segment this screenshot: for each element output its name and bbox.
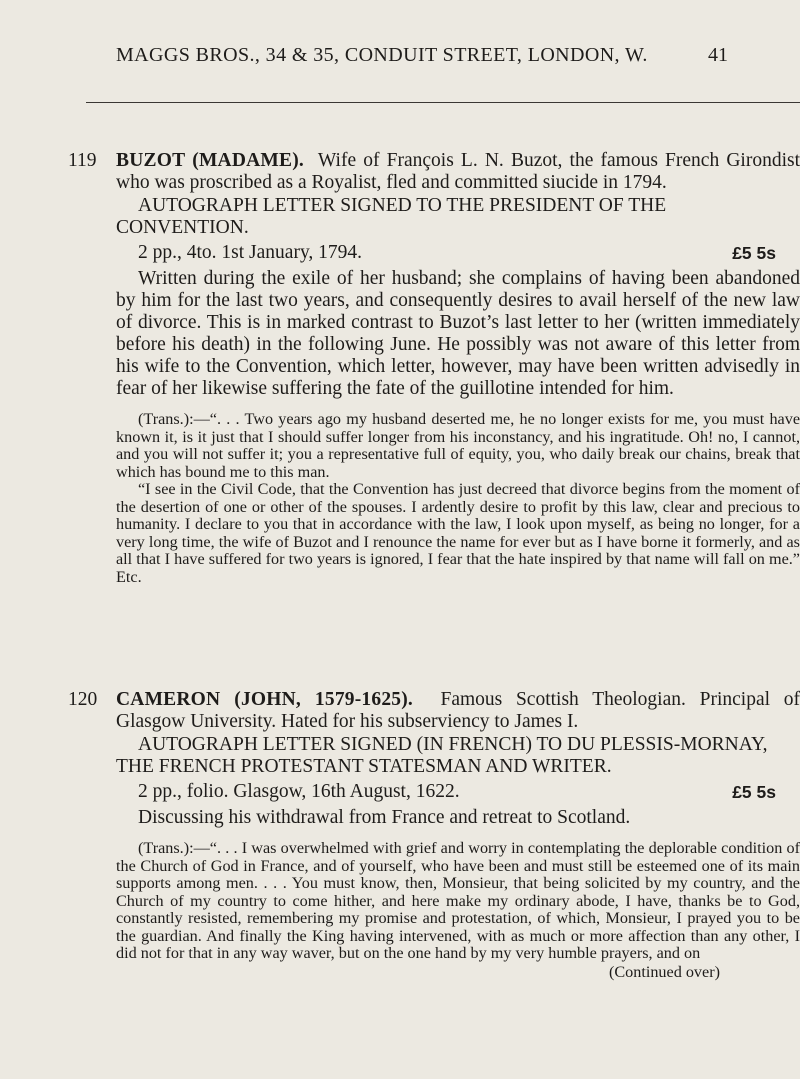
catalogue-entry-119: [68, 150, 800, 586]
item-format: 2 pp., folio. Glasgow, 16th August, 1622.: [138, 781, 460, 802]
quote-paragraph: (Trans.):—“. . . Two years ago my husband deserted me, he no longer exists for me, you must have known it, is it just that I should suffer longer from his inconstancy, and his ingratitude. Oh! no, I cannot, and you will not suffer it; you a representative full of equity, you, who daily break our chains, break that which has bound me to this man.: [116, 410, 800, 481]
item-price: £5 5s: [732, 782, 776, 802]
entry-name: CAMERON (JOHN, 1579-1625).: [116, 689, 413, 710]
page-number: 41: [708, 44, 728, 66]
catalogue-entry-120: [68, 689, 800, 981]
entry-intro: Wife of François L. N. Buzot, the famous French Girondist who was proscribed as a Royalist, fled and committed siucide in 1794.: [116, 150, 800, 193]
quote-paragraph: (Trans.):—“. . . I was overwhelmed with grief and worry in contemplating the deplorable condition of the Church of God in France, and of yourself, who have been and must still be esteemed one of its main supports among men. . . . You must know, then, Monsieur, that being solicited by my country, and the Church of my country to come hither, and here make my ordinary abode, I have, thanks be to God, constantly resisted, remembering my promise and protestation, of which, Monsieur, I prayed you to be the guardian. And finally the King having intervened, with as much or more affection than any other, I did not for that in any way waver, but on the one hand by my very humble prayers, and on: [116, 839, 800, 962]
entry-lead: [116, 689, 800, 733]
item-format: 2 pp., 4to. 1st January, 1794.: [138, 242, 363, 263]
continued-note: (Continued over): [608, 962, 720, 981]
item-title: AUTOGRAPH LETTER SIGNED TO THE PRESIDENT OF THE CONVENTION.: [116, 195, 667, 238]
item-description: Written during the exile of her husband; she complains of having been abandoned by him for the last two years, and consequently desires to avail herself of the new law of divorce. This is in marked contrast to Buzot’s last letter to her (written immediately before his death) in the following June. He possibly was not aware of this letter from his wife to the Convention, which letter, however, may have been written advisedly in fear of her likewise suffering the fate of the guillotine intended for him.: [116, 268, 800, 399]
item-description: Discussing his withdrawal from France and retreat to Scotland.: [138, 807, 631, 828]
entry-name: BUZOT (MADAME).: [116, 150, 304, 171]
page-header: [0, 40, 800, 70]
item-price: £5 5s: [732, 243, 776, 263]
entry-intro: Famous Scottish Theologian. Principal of Glasgow University. Hated for his subserviency to James I.: [116, 689, 800, 732]
running-head: MAGGS BROS., 34 & 35, CONDUIT STREET, LONDON, W.: [116, 44, 648, 66]
header-rule: [86, 102, 800, 103]
item-meta: [116, 242, 800, 264]
entry-lead: [116, 150, 800, 194]
item-title: AUTOGRAPH LETTER SIGNED (IN FRENCH) TO DU PLESSIS-MORNAY, THE FRENCH PROTESTANT STATESMAN AND WRITER.: [116, 734, 768, 777]
lot-number: 119: [68, 150, 97, 171]
lot-number: 120: [68, 689, 98, 710]
quote-paragraph: “I see in the Civil Code, that the Convention has just decreed that divorce begins from the moment of the desertion of one or other of the spouses. I ardently desire to profit by this law, clear and precious to humanity. I declare to you that in accordance with the law, I look upon myself, as being no longer, for a very long time, the wife of Buzot and I renounce the name for ever but as I have borne it formerly, and as all that I have suffered for two years is ignored, I fear that the hate inspired by that name will fall on me.” Etc.: [116, 480, 800, 586]
item-meta: [116, 781, 800, 803]
translation-quote: [116, 411, 800, 586]
translation-quote: [116, 840, 800, 981]
